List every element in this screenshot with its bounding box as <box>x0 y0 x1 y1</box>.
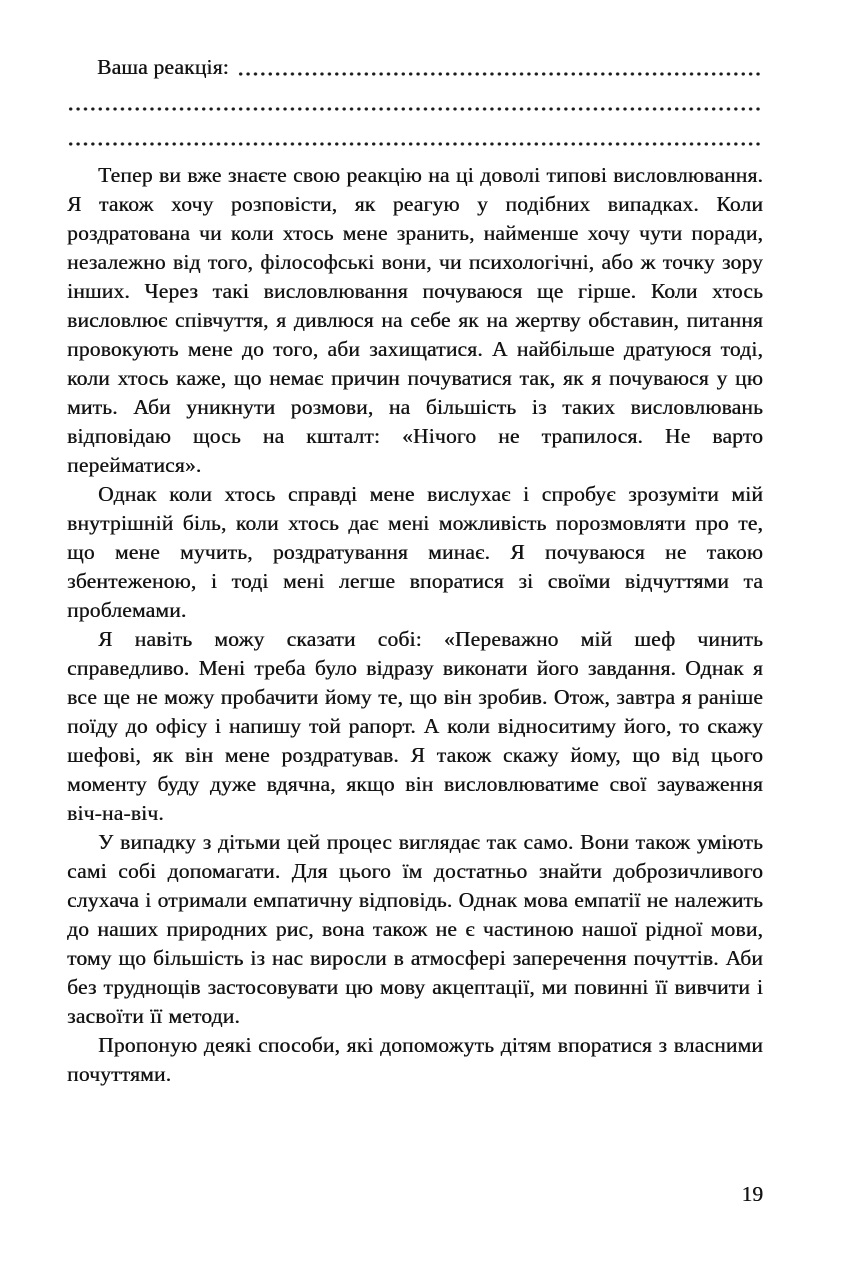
paragraph: Я навіть можу сказати собі: «Переважно мій шеф чинить справедливо. Мені треба було відразу виконати його завдання. Однак я все ще не можу пробачити йому те, що він зробив. Отож, завтра я раніше поїду до офісу і напишу той рапорт. А коли відноситиму його, то скажу шефові, як він мене роздратував. Я також скажу йому, що від цього моменту буду дуже вдячна, якщо він висловлюватиме свої зауваження віч-на-віч. <box>67 627 763 825</box>
body-text <box>67 161 763 1089</box>
paragraph: Тепер ви вже знаєте свою реакцію на ці доволі типові висловлювання. Я також хочу розповісти, як реагую у подібних випадках. Коли роздратована чи коли хтось мене зранить, найменше хочу чути поради, незалежно від того, філософські вони, чи психологічні, або ж точку зору інших. Через такі висловлювання почуваюся ще гірше. Коли хтось висловлює співчуття, я дивлюся на себе як на жертву обставин, питання провокують мене до того, аби захищатися. А найбільше дратуюся тоді, коли хтось каже, що немає причин почуватися так, як я почуваюся у цю мить. Аби уникнути розмови, на більшість із таких висловлювань відповідаю щось на кшталт: «Нічого не трапилося. Не варто перейматися». <box>67 163 763 477</box>
paragraph: Пропоную деякі способи, які допоможуть дітям впоратися з власними почуттями. <box>67 1033 763 1086</box>
reaction-line <box>67 50 763 85</box>
dotted-line <box>67 120 763 155</box>
reaction-label: Ваша реакція: <box>97 55 229 79</box>
paragraph: Однак коли хтось справді мене вислухає і спробує зрозуміти мій внутрішній біль, коли хтось дає мені можливість порозмовляти про те, що мене мучить, роздратування минає. Я почуваюся не такою збентеженою, і тоді мені легше впоратися зі своїми відчуттями та проблемами. <box>67 482 763 622</box>
paragraph: У випадку з дітьми цей процес виглядає так само. Вони також уміють самі собі допомагати. Для цього їм достатньо знайти доброзичливого слухача і отримали емпатичну відповідь. Однак мова емпатії не належить до наших природних рис, вона також не є частиною нашої рідної мови, тому що більшість із нас виросли в атмосфері заперечення почуттів. Аби без труднощів застосовувати цю мову акцептації, ми повинні її вивчити і засвоїти її методи. <box>67 830 763 1028</box>
text-block <box>67 50 763 1089</box>
dotted-fill-line <box>237 50 763 85</box>
page-number: 19 <box>741 1182 763 1206</box>
dotted-line <box>67 85 763 120</box>
